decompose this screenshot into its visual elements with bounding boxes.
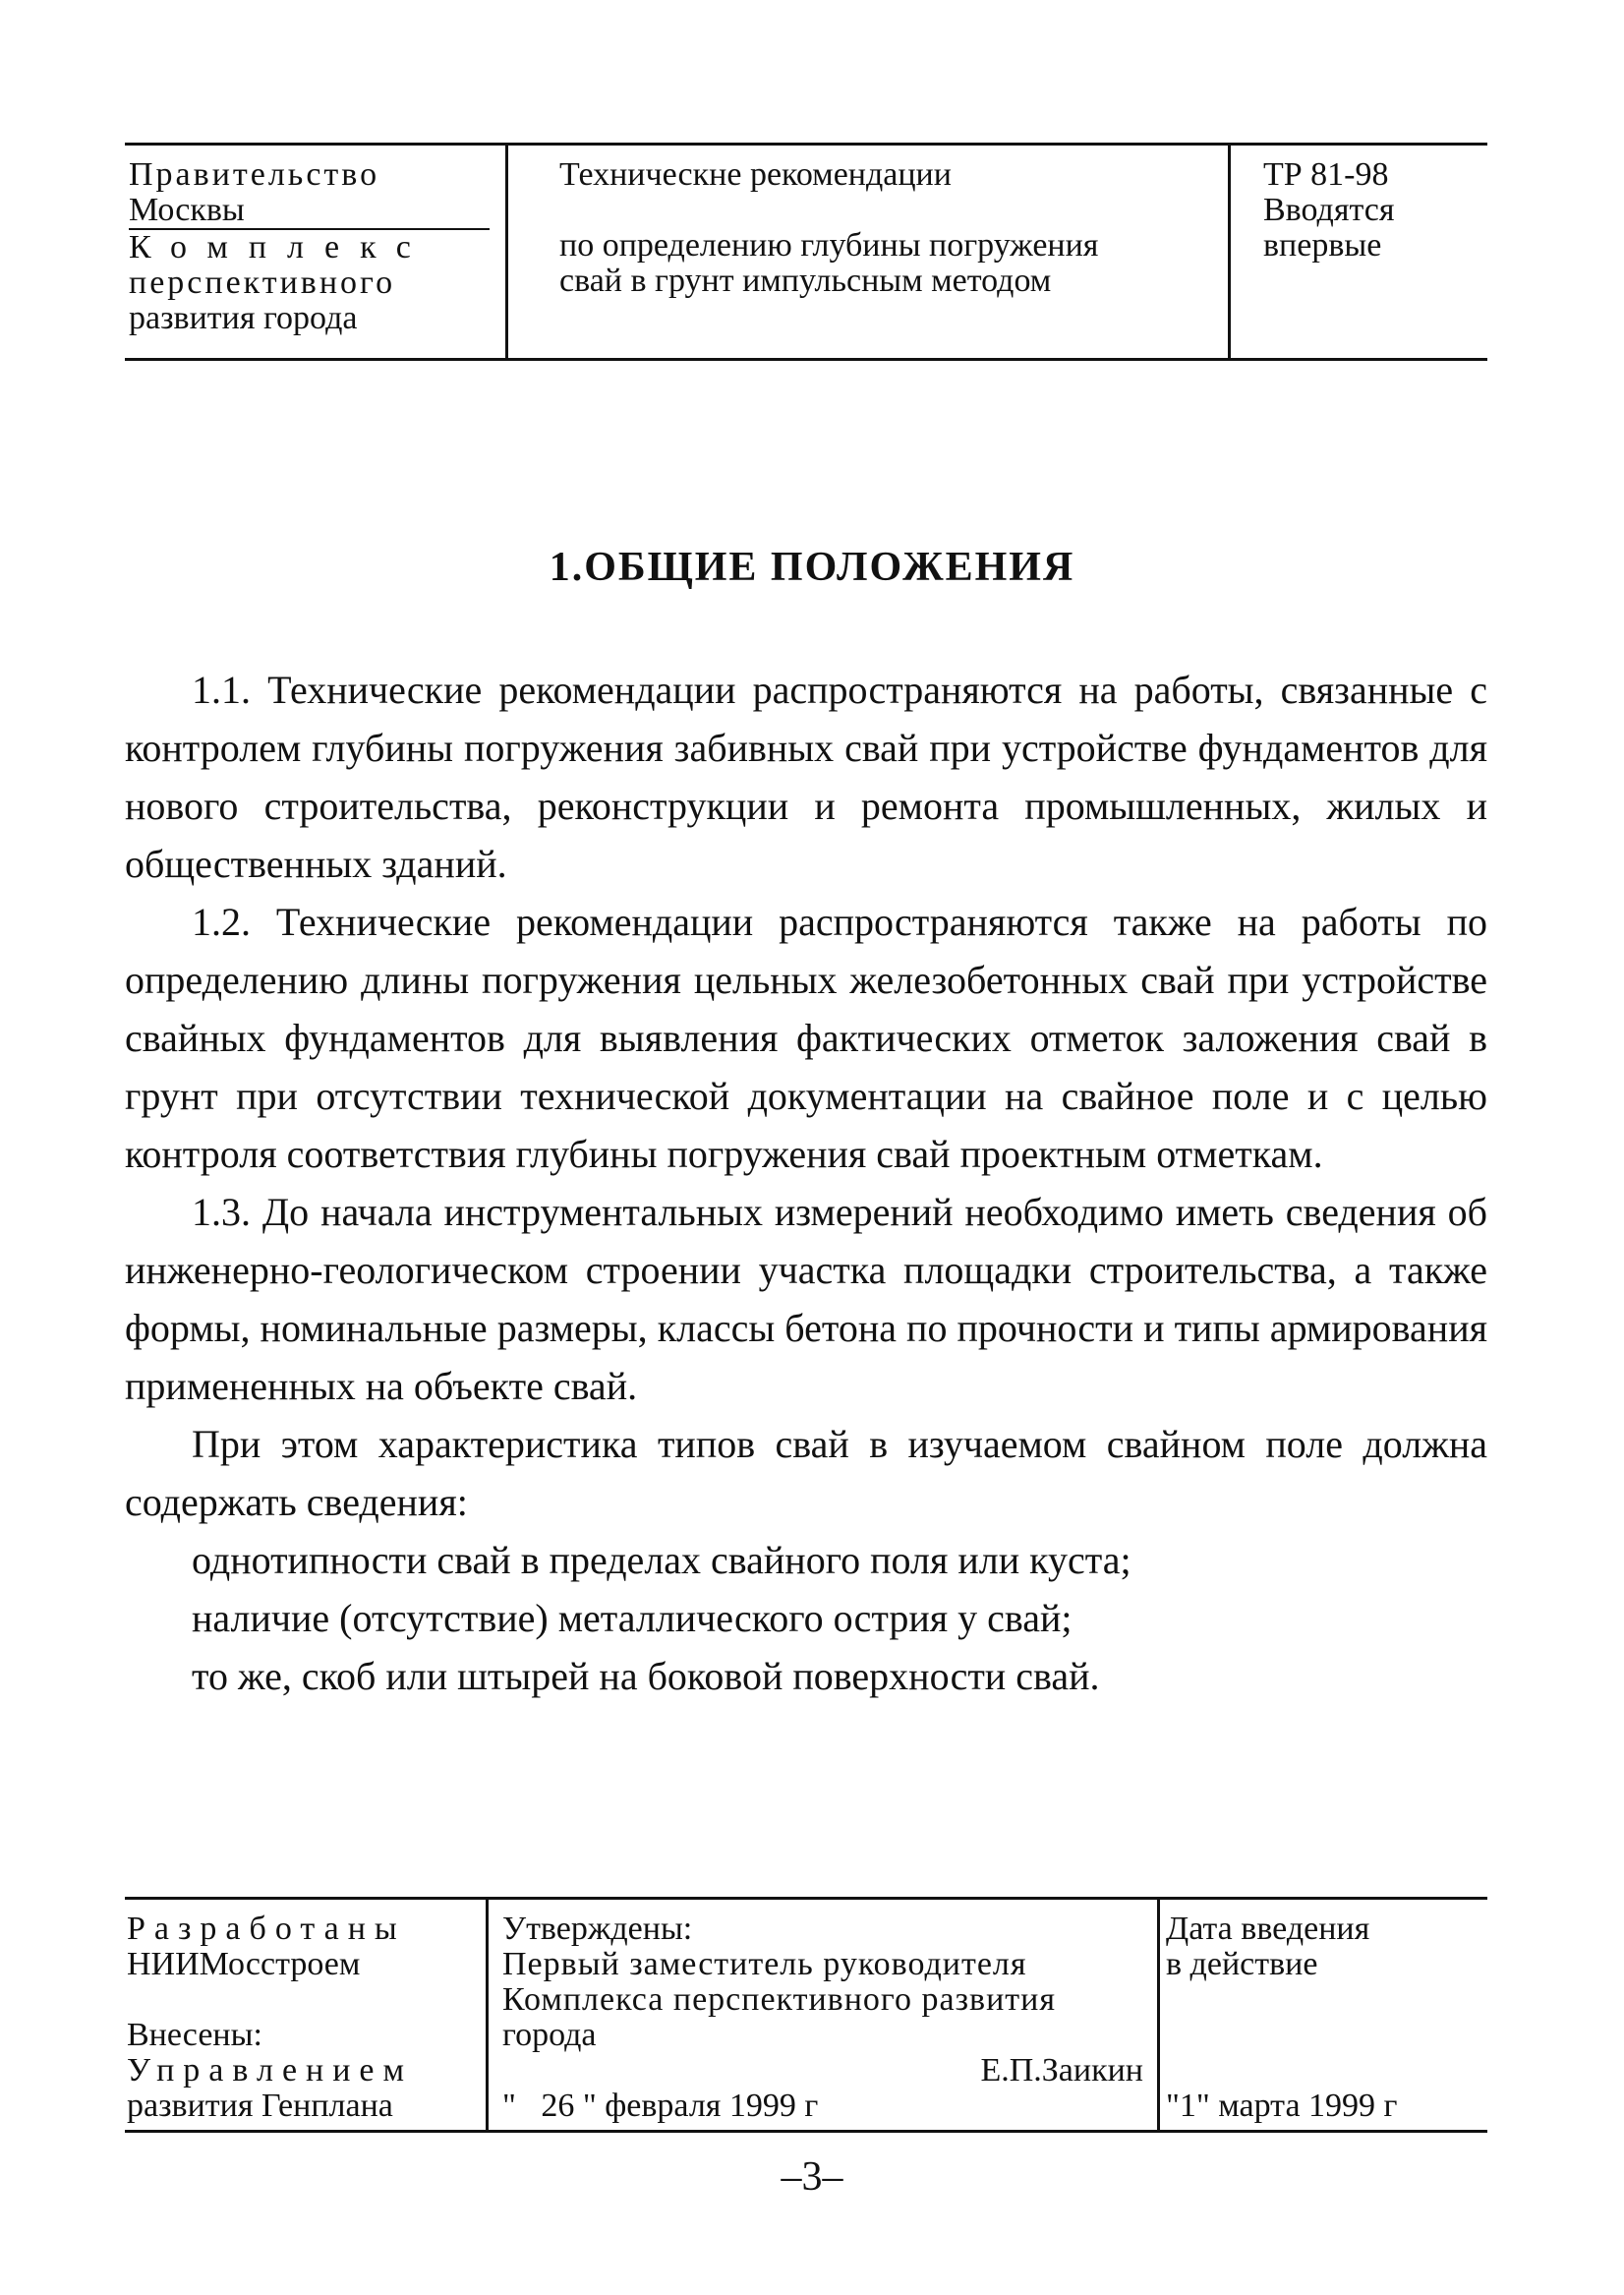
- section-title: 1.ОБЩИЕ ПОЛОЖЕНИЯ: [549, 545, 1075, 590]
- page-number: –3–: [781, 2154, 843, 2200]
- effective-label-line-2: в действие: [1166, 1946, 1318, 1982]
- footer-table: [125, 1897, 1487, 2133]
- approved-line-1: Первый заместитель руководителя: [502, 1946, 1027, 1982]
- approved-line-2: Комплекса перспективного развития: [502, 1981, 1056, 2018]
- org-line-5: развития города: [129, 300, 358, 336]
- submitted-by-line-1: Управлением: [127, 2052, 414, 2089]
- paragraph-characteristics: При этом характеристика типов свай в изучаемом свайном поле должна содержать сведения:: [125, 1422, 1487, 1524]
- title-line-3: свай в грунт импульсным методом: [559, 263, 1052, 299]
- list-item: наличие (отсутствие) металлического острия у свай;: [192, 1596, 1073, 1640]
- status-line-1: Вводятся: [1263, 192, 1395, 228]
- approved-label: Утверждены:: [502, 1911, 693, 1947]
- developed-by: НИИМосстроем: [127, 1946, 361, 1982]
- developed-label: Разработаны: [127, 1911, 406, 1947]
- submitted-label: Внесены:: [127, 2017, 262, 2053]
- submitted-by-line-2: развития Генплана: [127, 2088, 393, 2124]
- approved-line-3: города: [502, 2017, 597, 2053]
- effective-label-line-1: Дата введения: [1166, 1911, 1370, 1947]
- approval-date: " 26 " февраля 1999 г: [502, 2088, 819, 2124]
- header-organization: [125, 146, 508, 358]
- footer-approval: [489, 1900, 1160, 2130]
- list-item: однотипности свай в пределах свайного поля или куста;: [192, 1538, 1131, 1582]
- list-item: то же, скоб или штырей на боковой поверхности свай.: [192, 1654, 1100, 1698]
- status-line-2: впервые: [1263, 227, 1382, 264]
- paragraph-1-1: 1.1. Технические рекомендации распространяются на работы, связанные с контролем глубины погружения забивных свай при устройстве фундаментов для нового строительства, реконструкции и ремонта промышленных, жилых и общественных зданий.: [125, 668, 1487, 886]
- org-line-3: Комплекс: [129, 229, 432, 265]
- footer-developers: [125, 1900, 489, 2130]
- org-line-1: Правительство: [129, 156, 380, 193]
- footer-effective-date: [1160, 1900, 1487, 2130]
- approver-name: Е.П.Заикин: [980, 2052, 1143, 2089]
- header-table: [125, 143, 1487, 361]
- header-document-code: [1231, 146, 1487, 358]
- body-text: [125, 661, 1487, 1705]
- title-line-2: по определению глубины погружения: [559, 227, 1099, 264]
- paragraph-1-2: 1.2. Технические рекомендации распространяются также на работы по определению длины погружения цельных железобетонных свай при устройстве свайных фундаментов для выявления фактических отметок заложения свай в грунт при отсутствии технической документации на свайное поле и с целью контроля соответствия глубины погружения свай проектным отметкам.: [125, 900, 1487, 1176]
- org-line-4: перспективного: [129, 265, 396, 301]
- document-code: ТР 81-98: [1263, 156, 1389, 193]
- effective-date: "1" марта 1999 г: [1166, 2088, 1398, 2124]
- org-line-2: Москвы: [129, 192, 245, 228]
- title-line-1: Техническне рекомендации: [559, 156, 952, 193]
- paragraph-1-3: 1.3. До начала инструментальных измерений необходимо иметь сведения об инженерно-геологическом строении участка площадки строительства, а также формы, номинальные размеры, классы бетона по прочности и типы армирования примененных на объекте свай.: [125, 1190, 1487, 1408]
- header-document-title: [508, 146, 1231, 358]
